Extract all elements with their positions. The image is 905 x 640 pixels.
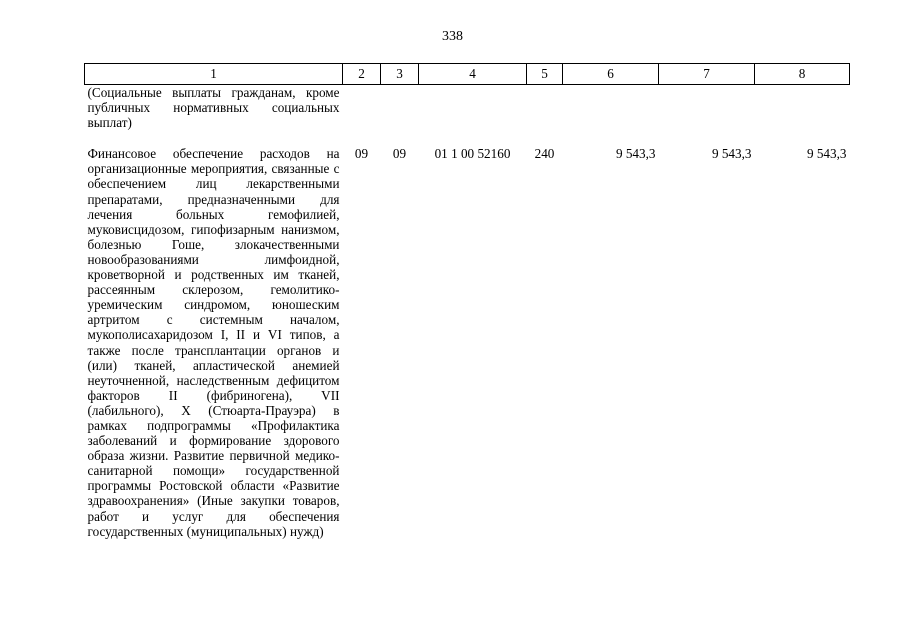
column-header-5: 5 bbox=[527, 64, 563, 85]
column-header-6: 6 bbox=[563, 64, 659, 85]
row-subsection bbox=[381, 85, 419, 131]
row-spacer bbox=[85, 130, 850, 146]
row-subsection: 09 bbox=[392, 146, 407, 162]
row-section: 09 bbox=[354, 146, 369, 162]
column-header-2: 2 bbox=[343, 64, 381, 85]
row-description: (Социальные выплаты гражданам, кроме публичных нормативных социальных выплат) bbox=[87, 85, 340, 131]
row-section bbox=[343, 85, 381, 131]
row-expense-type: 240 bbox=[534, 146, 555, 162]
budget-table bbox=[84, 63, 850, 539]
row-target-article bbox=[419, 85, 527, 131]
row-amount-year-3: 9 543,3 bbox=[806, 146, 847, 162]
row-amount-year-2: 9 543,3 bbox=[711, 146, 752, 162]
row-amount-year-3 bbox=[755, 85, 850, 131]
column-header-7: 7 bbox=[659, 64, 755, 85]
row-amount-year-2 bbox=[659, 85, 755, 131]
table-header-row bbox=[85, 64, 850, 85]
column-header-3: 3 bbox=[381, 64, 419, 85]
column-header-1: 1 bbox=[85, 64, 343, 85]
row-description: Финансовое обеспечение расходов на организационные мероприятия, связанные с обеспечением лиц лекарственными препаратами, предназначенными для лечения больных гемофилией, муковисцидозом, гипофизарным нанизмом, болезнью Гоше, злокачественными новообразованиями лимфоидной, кроветворной и родственных им тканей, рассеянным склерозом, гемолитико-уремическим синдромом, юношеским артритом с системным началом, мукополисахаридозом I, II и VI типов, а также после трансплантации органов и (или) тканей, апластической анемией неуточненной, наследственным дефицитом факторов II (фибриногена), VII (лабильного), X (Стюарта-Прауэра) в рамках подпрограммы «Профилактика заболеваний и формирование здорового образа жизни. Развитие первичной медико-санитарной помощи» государственной программы Ростовской области «Развитие здравоохранения» (Иные закупки товаров, работ и услуг для обеспечения государственных (муниципальных) нужд) bbox=[87, 146, 340, 539]
table-row bbox=[85, 146, 850, 538]
row-expense-type bbox=[527, 85, 563, 131]
row-target-article: 01 1 00 52160 bbox=[434, 146, 511, 162]
table-row bbox=[85, 85, 850, 131]
page-number: 338 bbox=[442, 29, 463, 44]
row-amount-year-1: 9 543,3 bbox=[615, 146, 656, 162]
column-header-4: 4 bbox=[419, 64, 527, 85]
column-header-8: 8 bbox=[755, 64, 850, 85]
row-amount-year-1 bbox=[563, 85, 659, 131]
